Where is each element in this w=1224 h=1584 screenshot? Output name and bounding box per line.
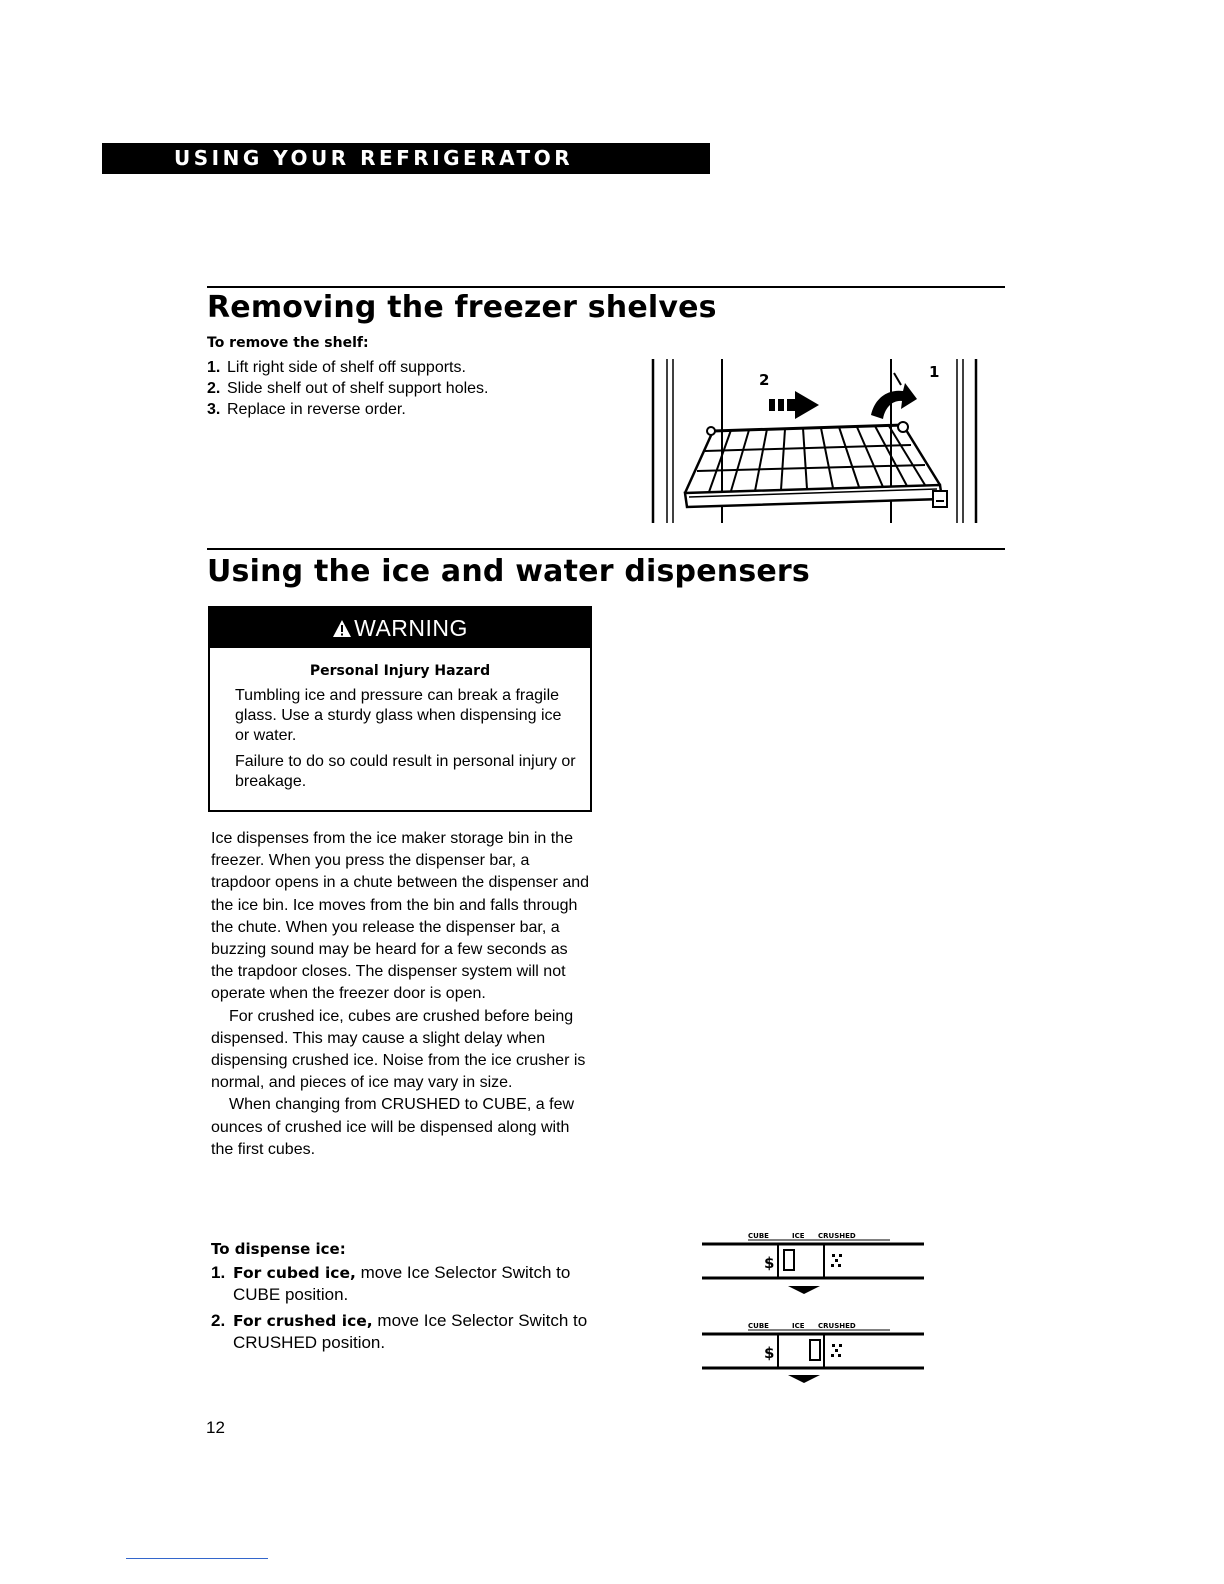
list-item: 2. For crushed ice, move Ice Selector Switch to CRUSHED position. — [211, 1311, 588, 1352]
section-title-dispensers: Using the ice and water dispensers — [207, 554, 810, 589]
pointer-arrow-icon — [788, 1375, 820, 1383]
paragraph: When changing from CRUSHED to CUBE, a few ounces of crushed ice will be dispensed along with the first cubes. — [211, 1096, 575, 1158]
dispense-ice-steps — [211, 1262, 611, 1354]
warning-box — [208, 606, 592, 812]
crushed-symbol-icon — [831, 1344, 842, 1357]
ice-selector-switch-illustration — [700, 1226, 930, 1386]
crushed-symbol-icon — [831, 1254, 842, 1267]
paragraph: Ice dispenses from the ice maker storage bin in the freezer. When you press the dispenser bar, a trapdoor opens in a chute between the dispenser and the ice bin. Ice moves from the bin and falls through the chute. When you release the dispenser bar, a buzzing sound may be heard for a few seconds as the trapdoor closes. The dispenser system will not operate when the freezer door is open. — [211, 830, 590, 1003]
figure-step-1-label: 1 — [929, 363, 940, 381]
remove-shelf-steps — [207, 357, 627, 420]
page-number: 12 — [206, 1418, 225, 1437]
section-divider — [207, 548, 1005, 550]
warning-heading: WARNING — [354, 615, 468, 641]
switch-label-ice: ICE — [792, 1232, 805, 1240]
section-title-removing-shelves: Removing the freezer shelves — [207, 290, 717, 325]
switch-label-crushed: CRUSHED — [818, 1232, 856, 1240]
dispenser-description — [211, 828, 591, 1161]
warning-text: Tumbling ice and pressure can break a fragile glass. Use a sturdy glass when dispensing ice or water. Failure to do so could result in personal injury or breakage. — [235, 687, 576, 790]
section-header-band: USING YOUR REFRIGERATOR — [102, 143, 710, 174]
remove-shelf-subheading: To remove the shelf: — [207, 335, 369, 351]
switch-label-ice: ICE — [792, 1322, 805, 1330]
cube-symbol-icon: $ — [764, 1254, 775, 1272]
switch-label-crushed: CRUSHED — [818, 1322, 856, 1330]
warning-header — [210, 608, 590, 648]
cube-symbol-icon: $ — [764, 1344, 775, 1362]
section-divider — [207, 286, 1005, 288]
warning-subheading: Personal Injury Hazard — [309, 663, 491, 679]
list-item: 1. For cubed ice, move Ice Selector Switch to CUBE position. — [211, 1263, 571, 1304]
dispense-ice-subheading: To dispense ice: — [211, 1240, 346, 1258]
paragraph: For crushed ice, cubes are crushed before being dispensed. This may cause a slight delay when dispensing crushed ice. Noise from the ice crusher is normal, and pieces of ice may vary in size. — [211, 1007, 586, 1092]
figure-step-2-label: 2 — [759, 371, 770, 389]
list-item: 3. Replace in reverse order. — [207, 401, 406, 418]
warning-triangle-icon — [332, 619, 352, 638]
shelf-removal-illustration — [645, 355, 985, 527]
list-item: 1. Lift right side of shelf off supports. — [207, 359, 466, 376]
footer-line — [126, 1558, 268, 1559]
switch-label-cube: CUBE — [748, 1322, 769, 1330]
list-item: 2. Slide shelf out of shelf support holes. — [207, 380, 489, 397]
pointer-arrow-icon — [788, 1286, 820, 1294]
switch-label-cube: CUBE — [748, 1232, 769, 1240]
